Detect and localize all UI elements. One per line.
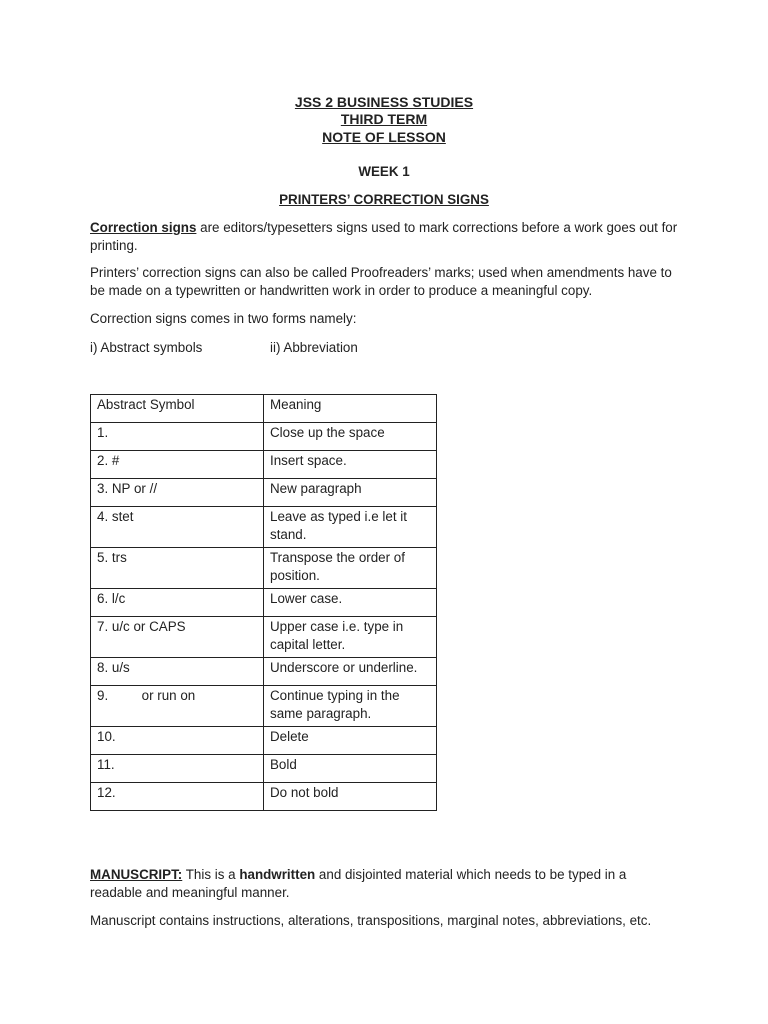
symbol-cell: 10. [91,727,264,755]
week-heading: WEEK 1 [358,164,410,179]
handwritten-word: handwritten [239,867,316,882]
intro-paragraph-3: Correction signs comes in two forms namely: [90,311,357,326]
table-row [91,727,437,755]
manuscript-paragraph-2: Manuscript contains instructions, alterations, transpositions, marginal notes, abbreviations, etc. [90,913,652,928]
table-row [91,686,437,727]
symbol-cell: 7. u/c or CAPS [91,617,264,658]
meaning-cell: Do not bold [264,783,437,811]
meaning-cell: Lower case. [264,589,437,617]
topic-heading: PRINTERS’ CORRECTION SIGNS [279,192,489,207]
meaning-cell: Leave as typed i.e let it stand. [264,507,437,548]
manuscript-text-b: and disjointed material which needs to be typed in a readable and meaningful manner. [90,867,627,900]
table-header-row [91,395,437,423]
meaning-cell: Continue typing in the same paragraph. [264,686,437,727]
table-row [91,589,437,617]
lesson-heading: NOTE OF LESSON [322,129,446,145]
symbol-cell: 2. # [91,451,264,479]
column-header: Meaning [264,395,437,423]
symbol-cell: 9. or run on [91,686,264,727]
correction-signs-table [90,394,437,811]
meaning-cell: Close up the space [264,423,437,451]
table-row [91,658,437,686]
term-manuscript: MANUSCRIPT: [90,867,183,882]
symbol-cell: 6. l/c [91,589,264,617]
manuscript-paragraph-1 [90,866,680,901]
table-row [91,507,437,548]
table-row [91,479,437,507]
symbol-cell: 1. [91,423,264,451]
intro-paragraph-1 [90,219,680,254]
table-row [91,451,437,479]
table-row [91,548,437,589]
term-heading: THIRD TERM [340,111,428,127]
meaning-cell: Bold [264,755,437,783]
meaning-cell: Insert space. [264,451,437,479]
term-correction-signs: Correction signs [90,220,197,235]
symbol-cell: 12. [91,783,264,811]
symbol-cell: 4. stet [91,507,264,548]
column-header: Abstract Symbol [91,395,264,423]
intro-paragraph-2: Printers’ correction signs can also be called Proofreaders’ marks; used when amendments have to be made on a typewritten or handwritten work in order to produce a meaningful copy. [90,265,672,298]
table-row [91,755,437,783]
table-row [91,617,437,658]
symbol-cell: 5. trs [91,548,264,589]
form-item-abbreviation: ii) Abbreviation [270,340,358,355]
document-title: JSS 2 BUSINESS STUDIES [294,94,474,110]
meaning-cell: Delete [264,727,437,755]
meaning-cell: New paragraph [264,479,437,507]
table-row [91,783,437,811]
meaning-cell: Upper case i.e. type in capital letter. [264,617,437,658]
symbol-cell: 8. u/s [91,658,264,686]
manuscript-text-a: This is a [182,867,240,882]
meaning-cell: Underscore or underline. [264,658,437,686]
meaning-cell: Transpose the order of position. [264,548,437,589]
definition-text: are editors/typesetters signs used to mark corrections before a work goes out for printing. [90,220,678,253]
table-row [91,423,437,451]
symbol-cell: 11. [91,755,264,783]
symbol-cell: 3. NP or // [91,479,264,507]
form-item-abstract: i) Abstract symbols [90,340,203,355]
